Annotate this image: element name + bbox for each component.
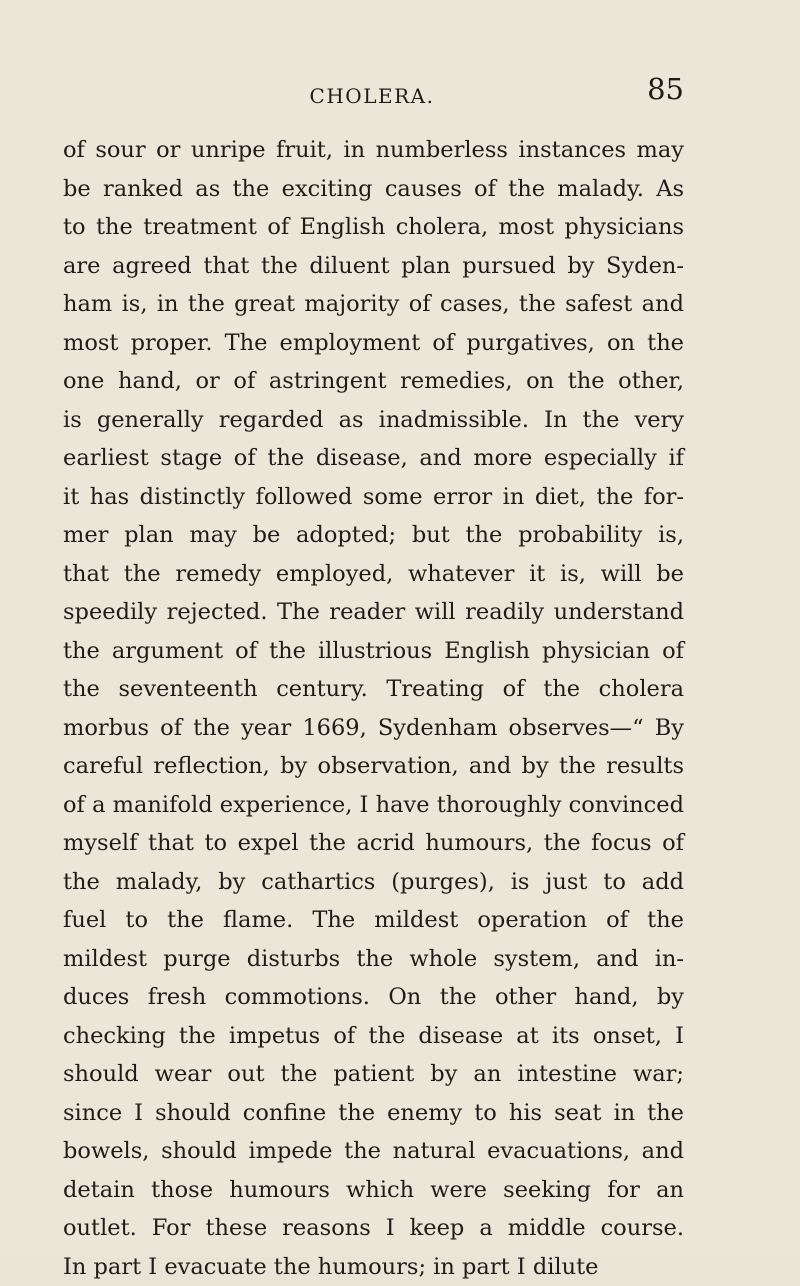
text-line: earliest stage of the disease, and more especially if bbox=[63, 439, 684, 478]
body-text bbox=[63, 131, 684, 1286]
text-line: checking the impetus of the disease at its onset, I bbox=[63, 1017, 684, 1056]
text-line: fuel to the flame. The mildest operation of the bbox=[63, 901, 684, 940]
text-line: In part I evacuate the humours; in part I dilute bbox=[63, 1248, 684, 1286]
text-line: detain those humours which were seeking for an bbox=[63, 1171, 684, 1210]
text-line: most proper. The employment of purgatives, on the bbox=[63, 324, 684, 363]
text-line: outlet. For these reasons I keep a middle course. bbox=[63, 1209, 684, 1248]
text-line: to the treatment of English cholera, most physicians bbox=[63, 208, 684, 247]
text-line: morbus of the year 1669, Sydenham observes—“ By bbox=[63, 709, 684, 748]
text-line: careful reflection, by observation, and by the results bbox=[63, 747, 684, 786]
text-line: the argument of the illustrious English physician of bbox=[63, 632, 684, 671]
text-line: of sour or unripe fruit, in numberless instances may bbox=[63, 131, 684, 170]
page-number: 85 bbox=[647, 72, 684, 106]
text-line: is generally regarded as inadmissible. In the very bbox=[63, 401, 684, 440]
text-line: myself that to expel the acrid humours, the focus of bbox=[63, 824, 684, 863]
text-line: of a manifold experience, I have thoroughly convinced bbox=[63, 786, 684, 825]
chapter-title: CHOLERA. bbox=[62, 84, 682, 108]
text-line: are agreed that the diluent plan pursued by Syden- bbox=[63, 247, 684, 286]
text-line: the seventeenth century. Treating of the cholera bbox=[63, 670, 684, 709]
text-line: that the remedy employed, whatever it is, will be bbox=[63, 555, 684, 594]
text-line: be ranked as the exciting causes of the malady. As bbox=[63, 170, 684, 209]
text-line: one hand, or of astringent remedies, on the other, bbox=[63, 362, 684, 401]
text-line: mer plan may be adopted; but the probability is, bbox=[63, 516, 684, 555]
text-line: since I should confine the enemy to his seat in the bbox=[63, 1094, 684, 1133]
text-line: the malady, by cathartics (purges), is just to add bbox=[63, 863, 684, 902]
text-line: should wear out the patient by an intestine war; bbox=[63, 1055, 684, 1094]
text-line: duces fresh commotions. On the other hand, by bbox=[63, 978, 684, 1017]
text-line: it has distinctly followed some error in diet, the for- bbox=[63, 478, 684, 517]
text-line: mildest purge disturbs the whole system, and in- bbox=[63, 940, 684, 979]
text-line: speedily rejected. The reader will readily understand bbox=[63, 593, 684, 632]
running-head bbox=[62, 82, 682, 112]
text-line: bowels, should impede the natural evacuations, and bbox=[63, 1132, 684, 1171]
text-line: ham is, in the great majority of cases, the safest and bbox=[63, 285, 684, 324]
